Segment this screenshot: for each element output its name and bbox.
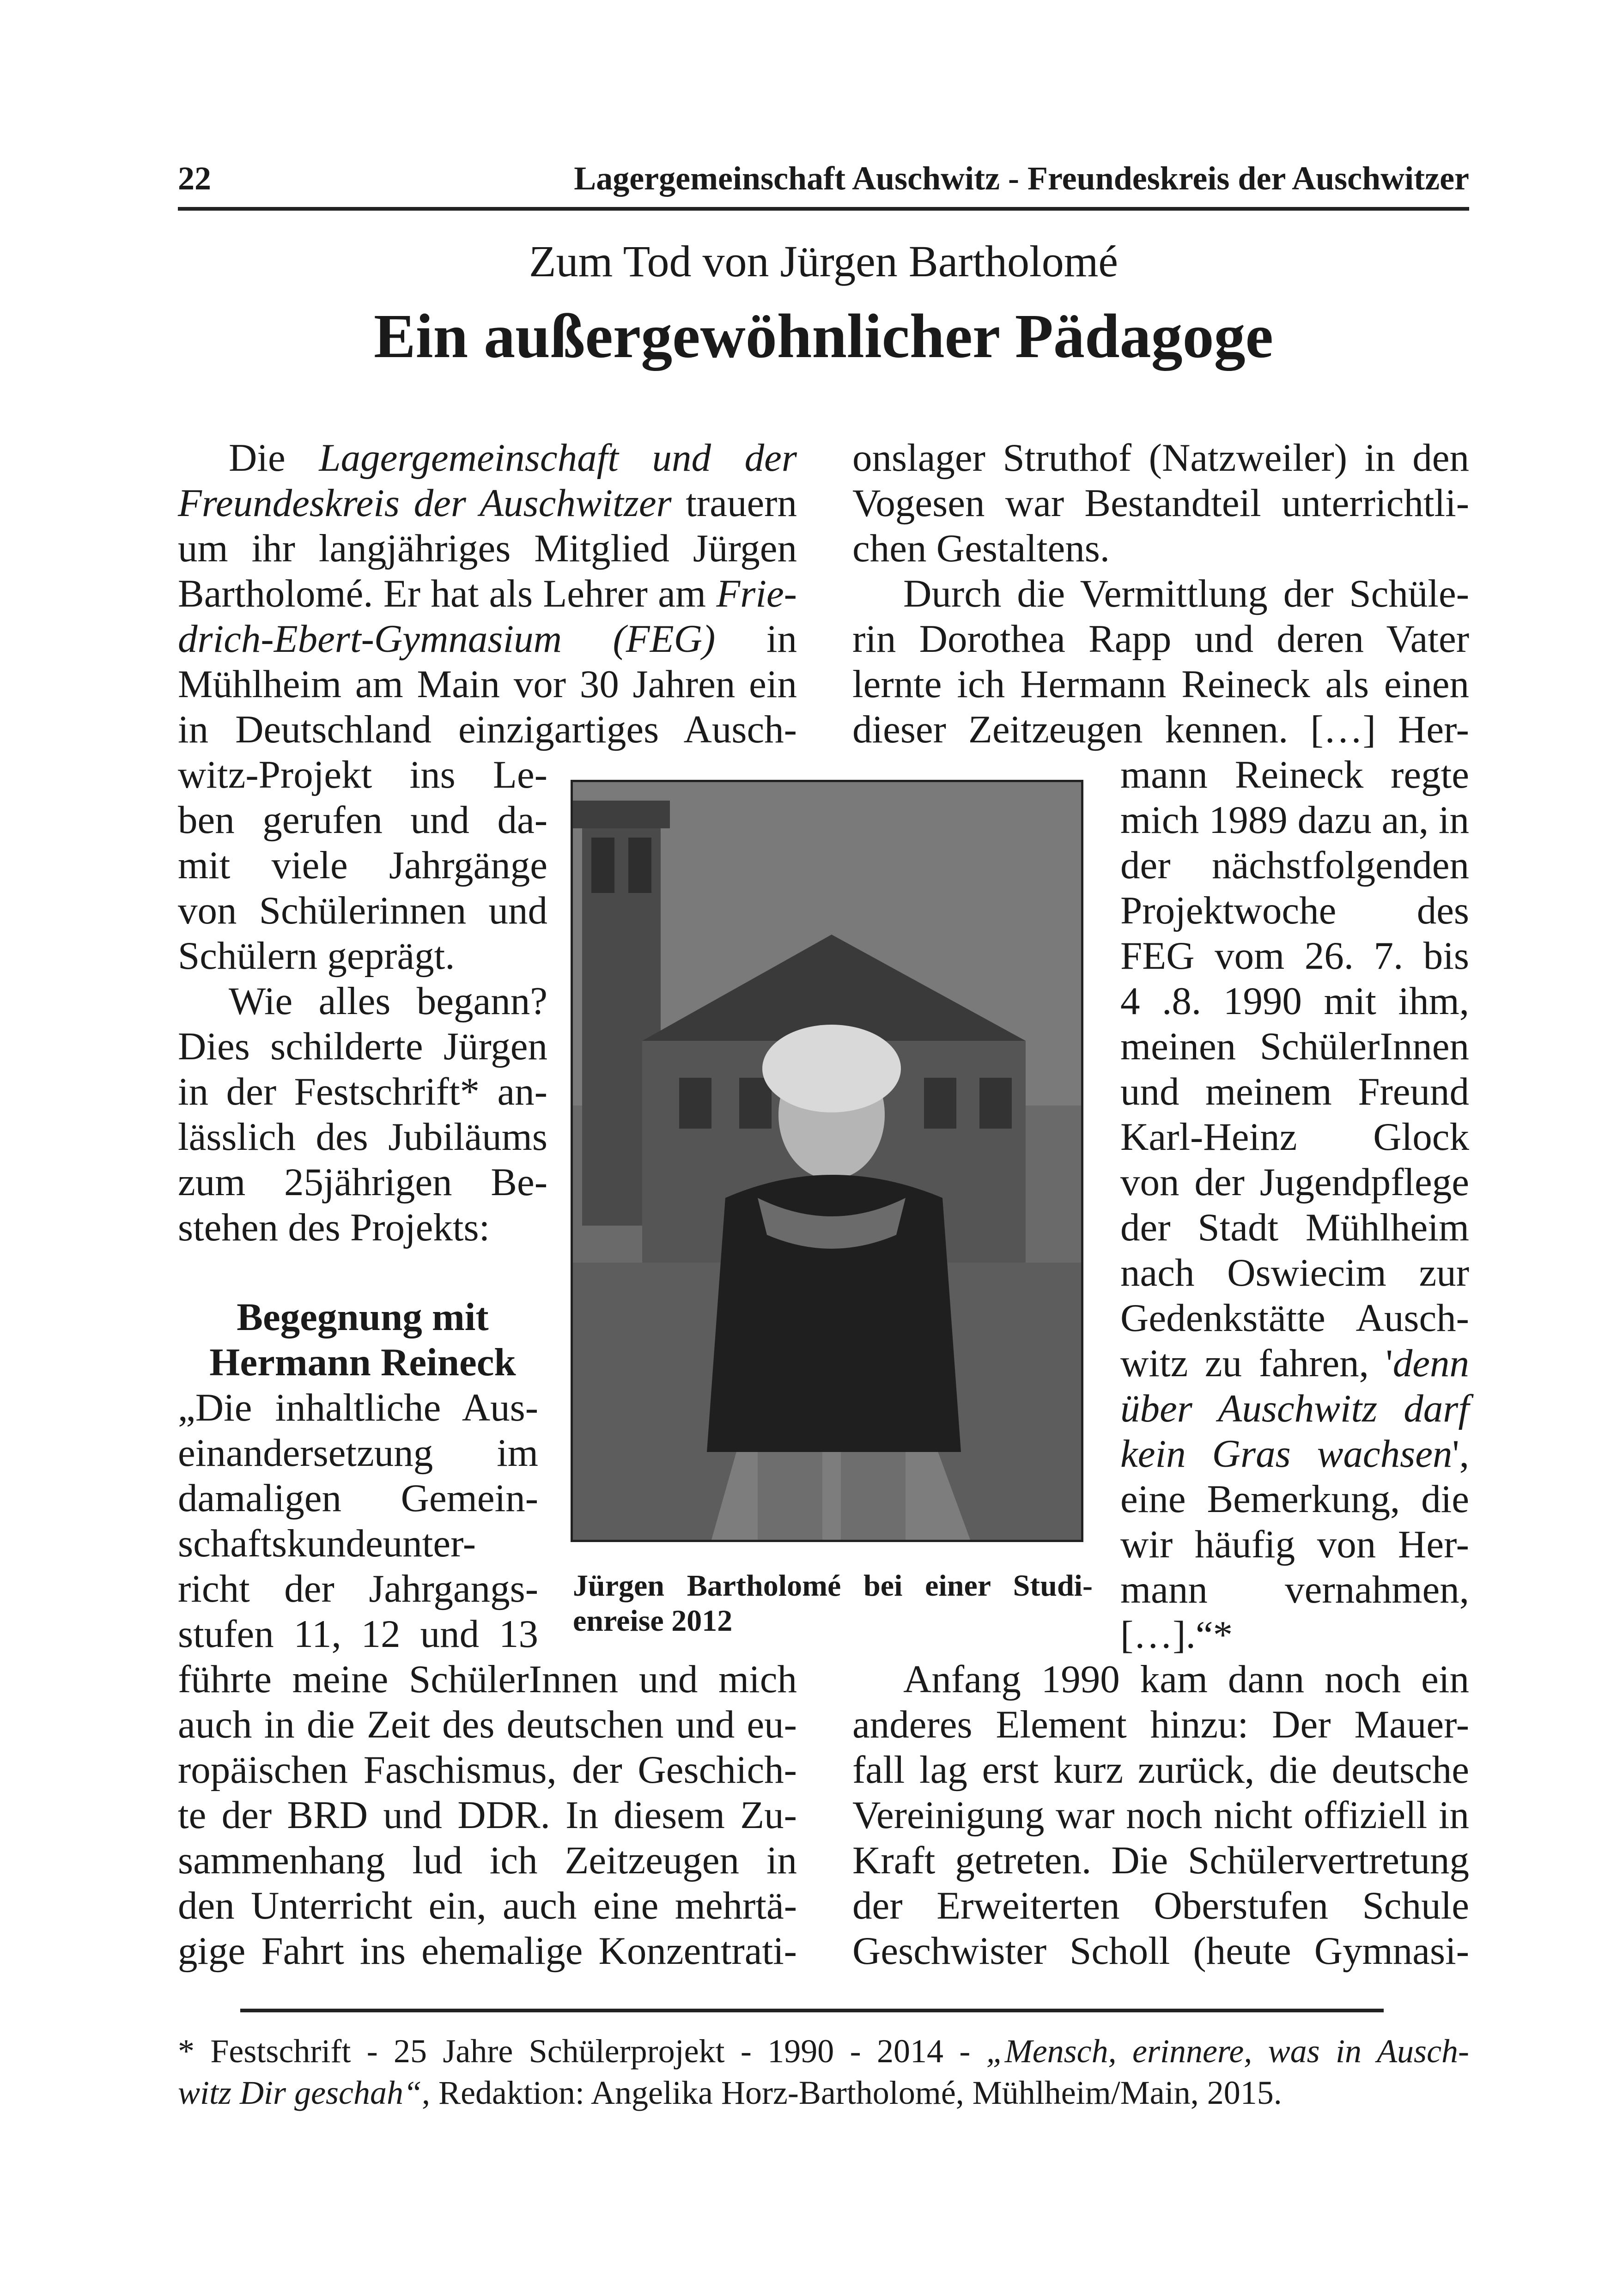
text-line: der nächstfolgenden <box>1120 844 1469 887</box>
text-line: richt der Jahrgangs- <box>178 1567 538 1610</box>
text-line: 4 .8. 1990 mit ihm, <box>1120 979 1469 1023</box>
text-line: kein Gras wachsen', <box>1120 1432 1469 1476</box>
text-line: und meinem Freund <box>1120 1070 1469 1113</box>
portrait-photo <box>571 780 1083 1542</box>
subheading: Hermann Reineck <box>209 1341 516 1384</box>
article-headline: Ein außergewöhnlicher Pädagoge <box>374 302 1273 371</box>
text-line: auch in die Zeit des deutschen und eu- <box>178 1703 797 1746</box>
text-line: drich-Ebert-Gymnasium (FEG) in <box>178 617 797 661</box>
text-line: nach Oswiecim zur <box>1120 1251 1469 1294</box>
text-line: Wie alles begann? <box>229 979 547 1023</box>
text-line: te der BRD und DDR. In diesem Zu- <box>178 1793 797 1837</box>
footnote <box>178 2030 1469 2114</box>
text-line: ropäischen Faschismus, der Geschich- <box>178 1748 797 1792</box>
text-line: eine Bemerkung, die <box>1120 1477 1469 1521</box>
page-number: 22 <box>178 160 211 197</box>
text-line: von Schülerinnen und <box>178 889 547 932</box>
footnote-line: * Festschrift - 25 Jahre Schülerprojekt - 1990 - 2014 - „Mensch, erinnere, was in Ausch- <box>178 2033 1470 2070</box>
text-line: Karl-Heinz Glock <box>1120 1115 1469 1159</box>
text-line: dieser Zeitzeugen kennen. […] Her- <box>852 708 1469 751</box>
text-line: in Deutschland einzigartiges Ausch- <box>178 708 797 751</box>
article-kicker: Zum Tod von Jürgen Bartholomé <box>529 237 1118 286</box>
text-line: Gedenkstätte Ausch- <box>1120 1296 1469 1340</box>
text-line: anderes Element hinzu: Der Mauer- <box>852 1703 1469 1746</box>
text-line: der Stadt Mühlheim <box>1120 1206 1469 1249</box>
text-line: Geschwister Scholl (heute Gymnasi- <box>852 1929 1469 1973</box>
text-line: Vogesen war Bestandteil unterrichtli- <box>852 481 1469 525</box>
text-line: […].“* <box>1120 1613 1233 1657</box>
text-line: mann Reineck regte <box>1120 753 1469 796</box>
text-line: Anfang 1990 kam dann noch ein <box>903 1658 1469 1701</box>
text-line: wir häufig von Her- <box>1120 1523 1469 1566</box>
text-line: mit viele Jahrgänge <box>178 844 547 887</box>
text-line: chen Gestaltens. <box>852 527 1110 570</box>
footnote-rule <box>240 2009 1384 2012</box>
text-line: schaftskundeunter- <box>178 1522 476 1565</box>
text-line: führte meine SchülerInnen und mich <box>178 1658 797 1701</box>
text-line: witz zu fahren, 'denn <box>1120 1342 1469 1385</box>
text-line: sammenhang lud ich Zeitzeugen in <box>178 1839 797 1882</box>
text-line: über Auschwitz darf <box>1120 1387 1469 1430</box>
text-line: fall lag erst kurz zurück, die deutsche <box>852 1748 1469 1792</box>
subheading: Begegnung mit <box>237 1295 489 1339</box>
text-line: Mühlheim am Main vor 30 Jahren ein <box>178 662 797 706</box>
text-line: Kraft getreten. Die Schülervertretung <box>852 1839 1469 1882</box>
text-line: mich 1989 dazu an, in <box>1120 798 1469 842</box>
text-line: ben gerufen und da- <box>178 798 547 842</box>
text-line: der Erweiterten Oberstufen Schule <box>852 1884 1469 1927</box>
text-line: stehen des Projekts: <box>178 1206 490 1249</box>
footnote-line: witz Dir geschah“, Redaktion: Angelika Horz-Bartholomé, Mühlheim/Main, 2015. <box>178 2074 1282 2111</box>
caption-line: Jürgen Bartholomé bei einer Studi- <box>573 1569 1093 1603</box>
text-line: Vereinigung war noch nicht offiziell in <box>852 1793 1469 1837</box>
running-header-title: Lagergemeinschaft Auschwitz - Freundeskreis der Auschwitzer <box>574 160 1469 197</box>
text-line: damaligen Gemein- <box>178 1476 538 1520</box>
text-line: einandersetzung im <box>178 1431 538 1475</box>
text-line: Dies schilderte Jürgen <box>178 1025 547 1068</box>
text-line: meinen SchülerInnen <box>1120 1025 1469 1068</box>
text-line: den Unterricht ein, auch eine mehrtä- <box>178 1884 797 1927</box>
text-line: Freundeskreis der Auschwitzer trauern <box>178 481 797 525</box>
text-line: rin Dorothea Rapp und deren Vater <box>852 617 1469 661</box>
header-rule <box>178 207 1469 211</box>
text-line: Bartholomé. Er hat als Lehrer am Frie- <box>178 572 797 615</box>
text-line: zum 25jährigen Be- <box>178 1160 547 1204</box>
text-line: mann vernahmen, <box>1120 1568 1469 1611</box>
photo-illustration <box>573 782 1081 1540</box>
text-line: Schülern geprägt. <box>178 934 455 978</box>
text-line: FEG vom 26. 7. bis <box>1120 934 1469 978</box>
text-line: onslager Struthof (Natzweiler) in den <box>852 436 1469 480</box>
text-line: Die Lagergemeinschaft und der <box>229 436 797 480</box>
text-line: um ihr langjähriges Mitglied Jürgen <box>178 527 797 570</box>
text-line: gige Fahrt ins ehemalige Konzentrati- <box>178 1929 797 1973</box>
text-line: „Die inhaltliche Aus- <box>178 1386 538 1429</box>
text-line: witz-Projekt ins Le- <box>178 753 547 796</box>
text-line: lernte ich Hermann Reineck als einen <box>852 662 1469 706</box>
text-line: stufen 11, 12 und 13 <box>178 1612 538 1656</box>
text-line: Durch die Vermittlung der Schüle- <box>903 572 1469 615</box>
text-line: lässlich des Jubiläums <box>178 1115 547 1159</box>
photo-caption <box>573 1568 1093 1639</box>
text-line: von der Jugendpflege <box>1120 1160 1469 1204</box>
text-line: in der Festschrift* an- <box>178 1070 547 1113</box>
caption-line: enreise 2012 <box>573 1604 733 1638</box>
text-line: Projektwoche des <box>1120 889 1469 932</box>
